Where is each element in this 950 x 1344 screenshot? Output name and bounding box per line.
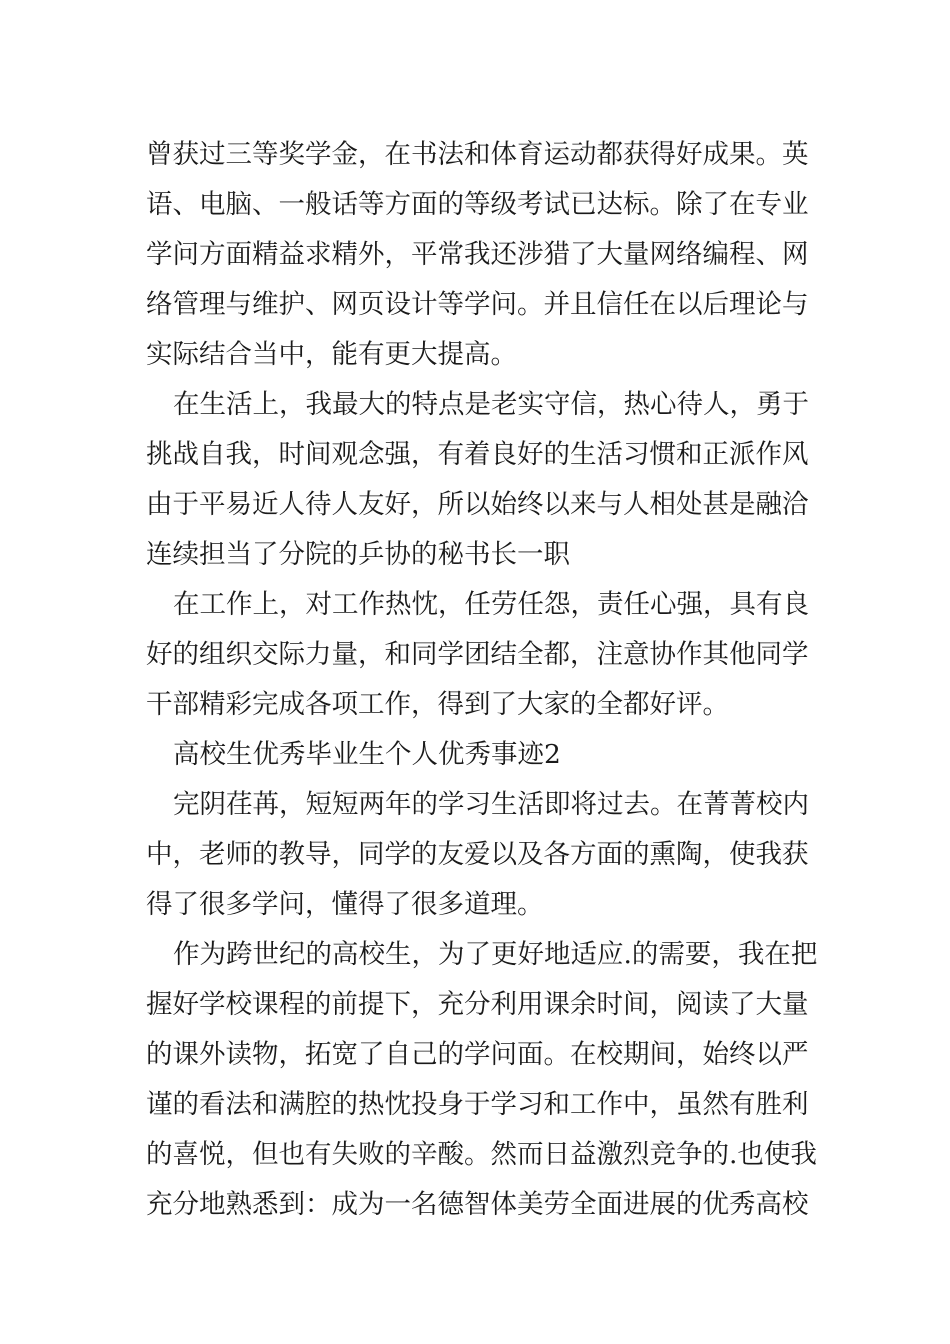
- text-line: 握好学校课程的前提下，充分利用课余时间，阅读了大量: [146, 989, 809, 1020]
- text-line: 连续担当了分院的乒协的秘书长一职: [146, 539, 570, 570]
- text-line: 好的组织交际力量，和同学团结全都，注意协作其他同学: [146, 639, 809, 670]
- text-line: 的课外读物，拓宽了自己的学问面。在校期间，始终以严: [146, 1039, 809, 1070]
- text-line: 挑战自我，时间观念强，有着良好的生活习惯和正派作风: [146, 439, 809, 470]
- text-line: 由于平易近人待人友好，所以始终以来与人相处甚是融洽: [146, 489, 809, 520]
- text-line: 谨的看法和满腔的热忱投身于学习和工作中，虽然有胜利: [146, 1089, 809, 1120]
- text-line: 在生活上，我最大的特点是老实守信，热心待人，勇于: [173, 389, 809, 420]
- text-line: 完阴荏苒，短短两年的学习生活即将过去。在菁菁校内: [173, 789, 809, 820]
- text-line: 的喜悦，但也有失败的辛酸。然而日益激烈竞争的.也使我: [146, 1139, 817, 1170]
- text-line: 曾获过三等奖学金，在书法和体育运动都获得好成果。英: [146, 139, 809, 170]
- text-line: 充分地熟悉到：成为一名德智体美劳全面进展的优秀高校: [146, 1189, 809, 1220]
- text-line: 得了很多学问，懂得了很多道理。: [146, 889, 544, 920]
- text-line: 在工作上，对工作热忱，任劳任怨，责任心强，具有良: [173, 589, 809, 620]
- text-line: 作为跨世纪的高校生，为了更好地适应.的需要，我在把: [173, 939, 818, 970]
- text-line: 语、电脑、一般话等方面的等级考试已达标。除了在专业: [146, 189, 809, 220]
- text-line: 中，老师的教导，同学的友爱以及各方面的熏陶，使我获: [146, 839, 809, 870]
- text-line: 干部精彩完成各项工作，得到了大家的全都好评。: [146, 689, 729, 720]
- section-heading: 高校生优秀毕业生个人优秀事迹2: [173, 739, 561, 770]
- text-line: 学问方面精益求精外，平常我还涉猎了大量网络编程、网: [146, 239, 809, 270]
- text-line: 络管理与维护、网页设计等学问。并且信任在以后理论与: [146, 289, 809, 320]
- text-line: 实际结合当中，能有更大提高。: [146, 339, 517, 370]
